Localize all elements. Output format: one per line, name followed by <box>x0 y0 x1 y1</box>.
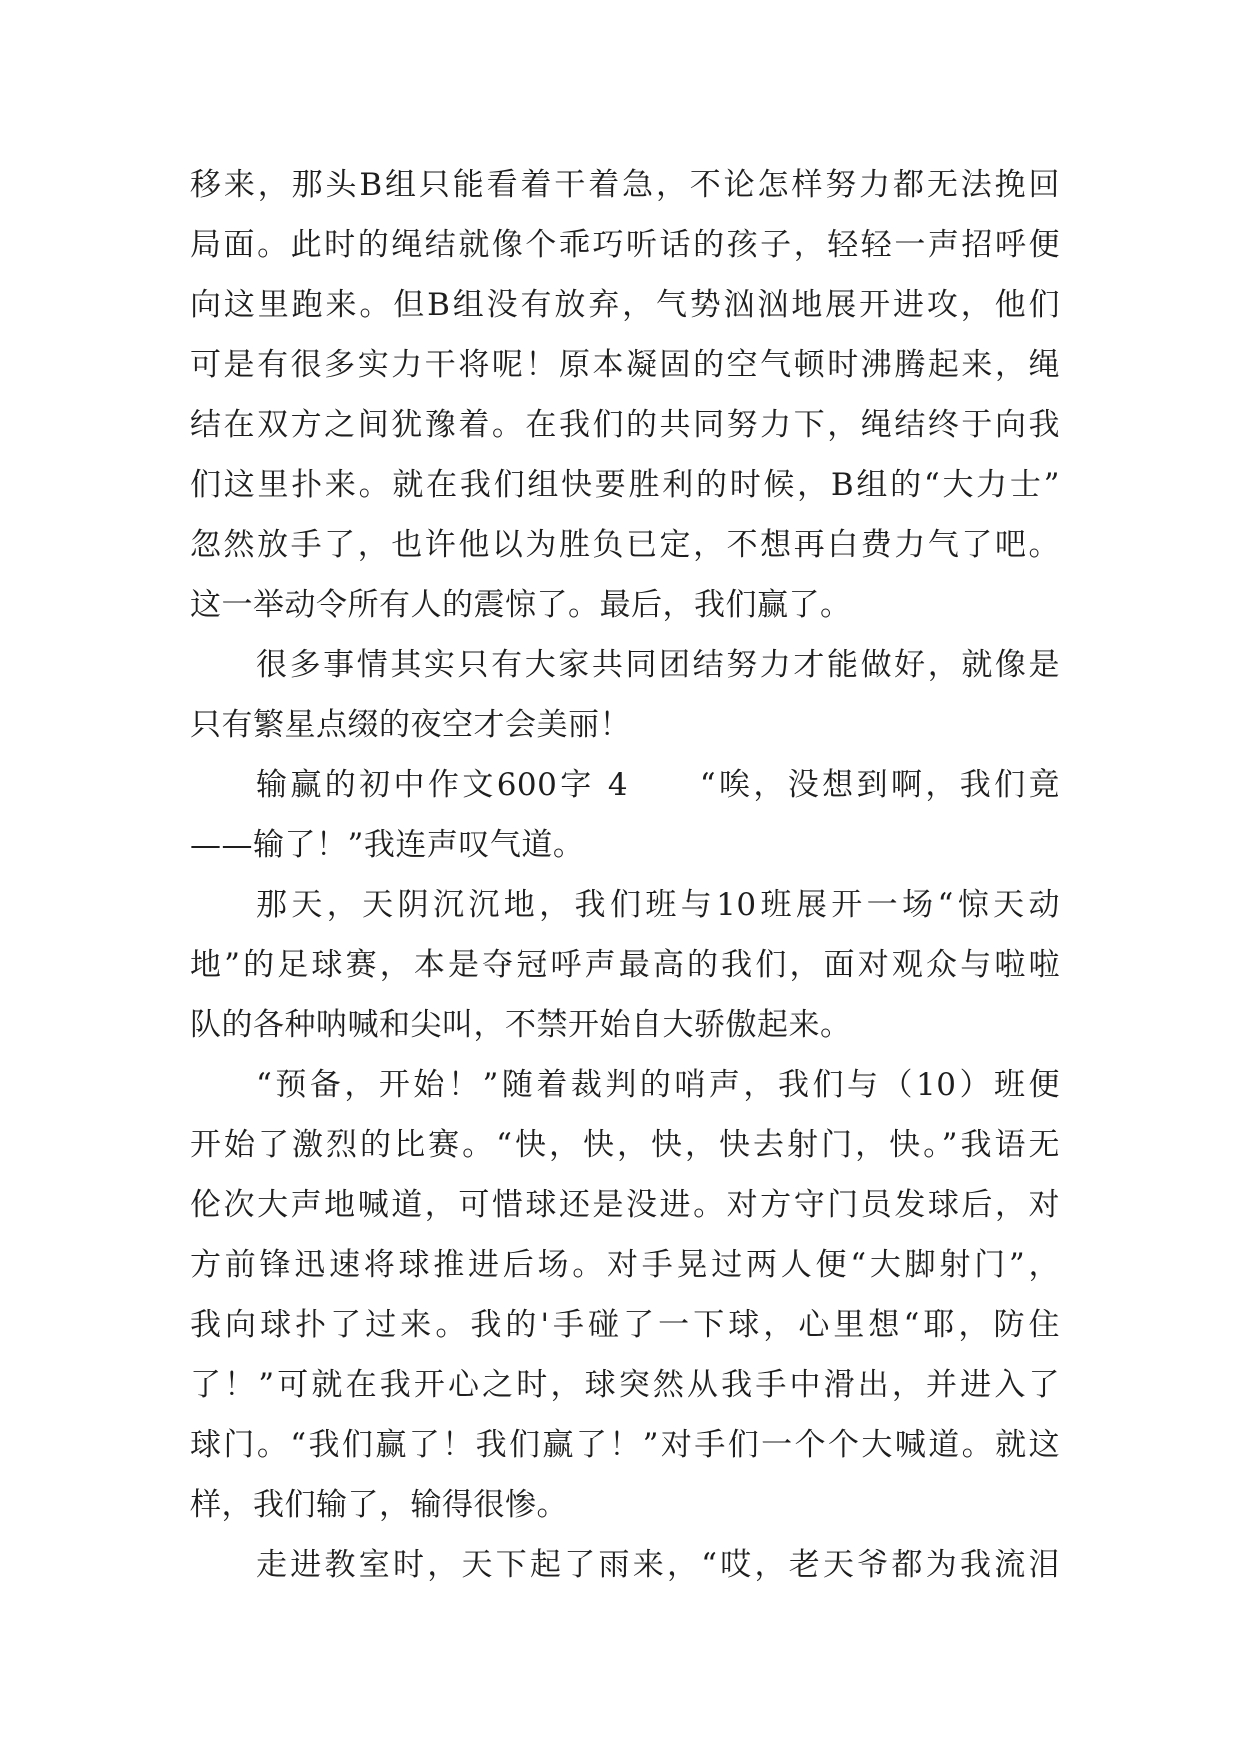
text-line: 方前锋迅速将球推进后场。对手晃过两人便“大脚射门”， <box>190 1247 1060 1283</box>
text-line: 忽然放手了，也许他以为胜负已定，不想再白费力气了吧。 <box>190 527 1060 563</box>
text-line: 只有繁星点缀的夜空才会美丽！ <box>190 707 631 743</box>
text-line: 我向球扑了过来。我的'手碰了一下球，心里想“耶，防住 <box>190 1307 1060 1343</box>
text-line: 们这里扑来。就在我们组快要胜利的时候，B组的“大力士” <box>190 467 1060 503</box>
text-line: 了！”可就在我开心之时，球突然从我手中滑出，并进入了 <box>190 1367 1060 1403</box>
text-line: 很多事情其实只有大家共同团结努力才能做好，就像是 <box>256 647 1060 683</box>
text-line: 样，我们输了，输得很惨。 <box>190 1487 568 1523</box>
text-line: 球门。“我们赢了！我们赢了！”对手们一个个大喊道。就这 <box>190 1427 1060 1463</box>
text-line: 开始了激烈的比赛。“快，快，快，快去射门，快。”我语无 <box>190 1127 1060 1163</box>
text-line: 可是有很多实力干将呢！原本凝固的空气顿时沸腾起来，绳 <box>190 347 1060 383</box>
text-line: “预备，开始！”随着裁判的哨声，我们与（10）班便 <box>256 1067 1060 1103</box>
body-text <box>190 155 1060 1595</box>
text-line: 结在双方之间犹豫着。在我们的共同努力下，绳结终于向我 <box>190 407 1060 443</box>
text-line: 局面。此时的绳结就像个乖巧听话的孩子，轻轻一声招呼便 <box>190 227 1060 263</box>
text-line: 输赢的初中作文600字 4 “唉，没想到啊，我们竟 <box>256 767 1060 803</box>
text-line: 地”的足球赛，本是夺冠呼声最高的我们，面对观众与啦啦 <box>190 947 1060 983</box>
text-line: 队的各种呐喊和尖叫，不禁开始自大骄傲起来。 <box>190 1007 852 1043</box>
text-line: 伦次大声地喊道，可惜球还是没进。对方守门员发球后，对 <box>190 1187 1060 1223</box>
text-line: 走进教室时，天下起了雨来，“哎，老天爷都为我流泪 <box>256 1547 1060 1583</box>
text-line: 那天，天阴沉沉地，我们班与10班展开一场“惊天动 <box>256 887 1060 923</box>
text-line: 移来，那头B组只能看着干着急，不论怎样努力都无法挽回 <box>190 167 1060 203</box>
text-line: ——输了！”我连声叹气道。 <box>190 827 585 863</box>
text-line: 这一举动令所有人的震惊了。最后，我们赢了。 <box>190 587 852 623</box>
text-line: 向这里跑来。但B组没有放弃，气势汹汹地展开进攻，他们 <box>190 287 1060 323</box>
